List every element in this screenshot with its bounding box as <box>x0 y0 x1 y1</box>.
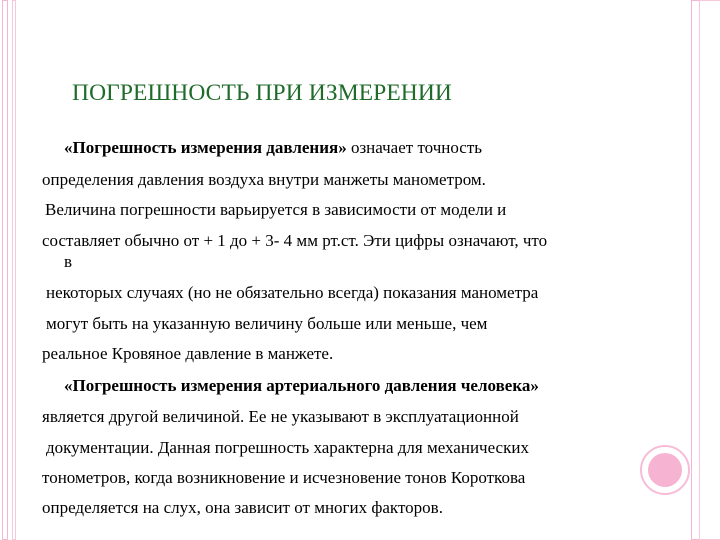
paragraph1-line-1-rest: означает точность <box>346 138 483 157</box>
paragraph1-line-2: определения давления воздуха внутри манжеты манометром. <box>42 170 486 189</box>
slide-title: ПОГРЕШНОСТЬ ПРИ ИЗМЕРЕНИИ <box>72 80 453 106</box>
paragraph1-bold-term: «Погрешность измерения давления» <box>64 138 347 157</box>
decorative-frame-left-inner <box>12 0 16 540</box>
paragraph2-line-2: является другой величиной. Ее не указывают в эксплуатационной <box>42 407 519 426</box>
decorative-frame-left-outer <box>2 0 8 540</box>
paragraph2-line-3: документации. Данная погрешность характерна для механических <box>46 438 529 457</box>
paragraph1-line-5: в <box>64 252 73 271</box>
paragraph1-line-6: некоторых случаях (но не обязательно всегда) показания манометра <box>46 283 539 302</box>
paragraph2-line-5: определяется на слух, она зависит от многих факторов. <box>42 498 443 517</box>
paragraph2-line-4: тонометров, когда возникновение и исчезновение тонов Короткова <box>42 468 526 487</box>
paragraph1-line-8: реальное Кровяное давление в манжете. <box>42 344 334 363</box>
paragraph2-bold-term: «Погрешность измерения артериального давления человека» <box>64 376 539 395</box>
decorative-circle-inner <box>648 453 682 487</box>
paragraph1-line-1 <box>64 138 482 158</box>
paragraph1-line-4: составляет обычно от + 1 до + 3- 4 мм рт.ст. Эти цифры означают, что <box>42 231 548 250</box>
decorative-frame-right-inner <box>699 0 720 540</box>
paragraph1-line-7: могут быть на указанную величину больше или меньше, чем <box>46 314 488 333</box>
paragraph2-line-1 <box>64 376 539 396</box>
paragraph1-line-3: Величина погрешности варьируется в зависимости от модели и <box>45 200 507 219</box>
